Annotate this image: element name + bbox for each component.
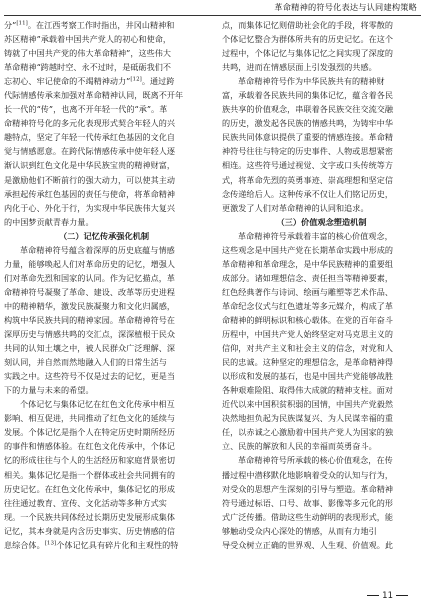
text-line-content: 构筑中华民族共同的精神家园。革命精神符号在 — [4, 314, 176, 325]
text-line — [222, 538, 421, 552]
text-line — [4, 496, 204, 510]
text-line-content: 深厚历史与情感共鸣的交汇点，深深植根于民众 — [4, 329, 176, 340]
text-line-content: 中的精神精华，激发民族凝聚力和文化归属感， — [4, 300, 176, 311]
text-line — [4, 173, 204, 187]
text-line-content: 分” — [4, 20, 17, 30]
text-line-content: 记忆，其本身就是内含历史事实、历史情感的信 — [4, 525, 176, 536]
text-line-content: 符号通过标语、口号、故事、影像等多元化的形 — [222, 497, 394, 508]
text-line — [4, 158, 204, 172]
text-line — [222, 468, 421, 482]
text-line-content: 富，承载着各民族共同的集体记忆，蕴含着各民 — [222, 90, 394, 101]
text-line — [4, 482, 204, 496]
text-line — [222, 130, 421, 144]
text-line-content: 渐认识到红色文化是中华民族宝贵的精神财富， — [4, 160, 176, 171]
text-line-content: 力量，能够唤起人们对革命历史的记忆，增强人 — [4, 258, 176, 269]
text-line-content: 命精神的鲜明标识和核心载体。在党的百年奋斗 — [222, 314, 394, 325]
text-line — [222, 496, 421, 510]
text-line-content: 革命精神符号作为中华民族共有的精神财 — [238, 76, 385, 87]
text-line — [4, 243, 204, 257]
text-line-content: 息综合体。 — [4, 539, 45, 550]
text-line — [222, 243, 421, 257]
text-line-content: 革命精神和革命理念，是中华民族精神的重要组 — [222, 258, 394, 269]
text-line — [4, 453, 204, 467]
text-line — [222, 313, 421, 327]
text-line-content: 过程中，个体记忆与集体记忆之间实现了深度的 — [222, 48, 394, 59]
text-line-content: 更激发了人们对革命精神的认同和追求。 — [222, 202, 369, 213]
text-line — [4, 60, 204, 74]
footer-dash-right — [396, 595, 408, 596]
text-line — [222, 74, 421, 88]
text-line-content: 们对革命先烈和国家的认同。作为记忆描点，革 — [4, 272, 176, 283]
text-line — [4, 468, 204, 482]
text-line — [4, 524, 204, 538]
text-line-content: 觉与情感愿意。在跨代际情感传承中使年轻人逐 — [4, 146, 176, 157]
text-line-content: 的事件和情感体验。在红色文化传承中，个体记 — [4, 441, 176, 452]
text-line-content: 成部分。诸如理想信念、责任担当等精神要素， — [222, 272, 394, 283]
section-heading-text: （二）记忆传承强化机制 — [58, 230, 150, 241]
text-line — [4, 355, 204, 369]
text-line-content: 决然地担负起为民族谋复兴、为人民谋幸福的重 — [222, 413, 394, 424]
text-line-continuation: 个体记忆具有碎片化和主观性的特 — [56, 539, 179, 550]
text-line — [222, 439, 421, 453]
text-line — [222, 285, 421, 299]
text-line — [222, 425, 421, 439]
text-line — [222, 144, 421, 158]
text-line — [4, 201, 204, 215]
text-line — [222, 383, 421, 397]
page-footer — [364, 591, 411, 601]
text-line — [222, 116, 421, 130]
text-line — [222, 327, 421, 341]
section-heading — [4, 229, 204, 243]
text-line-content: 导受众树立正确的世界观、人生观、价值观。此 — [222, 539, 394, 550]
text-line — [4, 369, 204, 383]
text-line — [4, 411, 204, 425]
text-line-content: 长一代的“传”，也离不开年轻一代的“承”。革 — [4, 104, 168, 115]
text-line — [4, 215, 204, 229]
text-line-content: 信仰，对共产主义和社会主义的信念，对党和人 — [222, 343, 394, 354]
text-line-content: 往往通过教育、宣传、文化活动等多种方式实 — [4, 497, 167, 508]
section-heading — [222, 215, 421, 229]
text-line — [4, 383, 204, 397]
page-header — [0, 0, 427, 12]
text-line-content: 的中国梦贡献青春力量。 — [4, 216, 94, 227]
running-title: 革命精神的符号化表达与认同建构策略 — [274, 2, 417, 12]
text-line-content: 播过程中潜移默化地影响着受众的认知与行为， — [222, 469, 394, 480]
page-number: 11 — [382, 591, 393, 601]
text-line-content: 对受众的思想产生深刻的引导与塑造。革命精神 — [222, 483, 394, 494]
text-line-content: 革命纪念仪式与红色遗址等多元媒介，构成了革 — [222, 300, 394, 311]
text-line-content: 革命精神符号承载着丰富的核心价值观念， — [238, 230, 393, 241]
text-line-continuation: 。在江西考察工作时指出，井冈山精神和 — [27, 20, 175, 30]
text-line — [4, 116, 204, 130]
text-line-content: 铸就了中国共产党的伟大革命精神”，这些伟大 — [4, 48, 172, 59]
text-line — [222, 482, 421, 496]
text-line — [222, 229, 421, 243]
text-line-content: 的历史，激发起各民族的情感共鸣，为铸牢中华 — [222, 118, 394, 129]
text-line-content: 近代以来中国积贫积弱的国情，中国共产党毅然 — [222, 399, 394, 410]
text-line — [222, 453, 421, 467]
text-line — [4, 271, 204, 285]
citation-superscript: [11] — [16, 20, 28, 27]
text-line-content: 共同的认知土壤之中，被人民群众广泛理解、深 — [4, 343, 176, 354]
text-line — [222, 510, 421, 524]
text-line — [222, 102, 421, 116]
text-line-content: 忆的形成往往与个人的生活经历和家庭背景密切 — [4, 455, 176, 466]
text-line — [222, 88, 421, 102]
text-line-content: 革命精神符号蕴含着深厚的历史底蕴与情感 — [20, 244, 175, 255]
text-line — [222, 173, 421, 187]
text-line — [4, 538, 204, 552]
right-text-column — [222, 18, 421, 552]
text-line-content: 影响、相互促进，共同推动了红色文化的延续与 — [4, 413, 176, 424]
text-line-content: 内化于心、外化于行，为实现中华民族伟大复兴 — [4, 202, 176, 213]
text-line-content: 苏区精神”承载着中国共产党人的初心和使命， — [4, 34, 172, 45]
text-line-content: 各种艰难险阻、取得伟大成就的精神支柱。面对 — [222, 385, 394, 396]
text-line-content: 神符号往往与特定的历史事件、人物或思想紧密 — [222, 146, 394, 157]
text-line — [4, 285, 204, 299]
text-line-content: 命精神符号化的多元化表现形式契合年轻人的兴 — [4, 118, 176, 129]
header-divider — [4, 15, 421, 16]
text-line-content: 代际情感传承来加强对革命精神认同，既离不开年 — [4, 90, 184, 101]
text-line-content: 这些观念是中国共产党在长期革命实践中形成的 — [222, 244, 394, 255]
text-line-content: 革命精神符号所承载的核心价值观念，在传 — [238, 455, 393, 466]
citation-superscript: [12] — [130, 76, 142, 83]
text-line-content: 历程中，中国共产党人始终坚定对马克思主义的 — [222, 329, 394, 340]
text-line-content: 共鸣，进而在情感层面上引发强烈的共感。 — [222, 62, 377, 73]
text-line-content: 相连。这些符号通过视觉、文字或口头传统等方 — [222, 160, 394, 171]
text-line — [4, 341, 204, 355]
text-line — [222, 524, 421, 538]
text-line-content: 现。一个民族共同体经过长期历史发展形成集体 — [4, 511, 176, 522]
text-line-content: 命精神符号凝聚了革命、建设、改革等历史进程 — [4, 286, 176, 297]
text-line-content: 够触动受众内心深处的情感，从而有力地引 — [222, 525, 377, 536]
text-line-content: 历史记忆。在红色文化传承中，集体记忆的形成 — [4, 483, 176, 494]
text-line — [4, 18, 204, 32]
text-line-content: 革命精神“跨越时空、永不过时，是砥砺我们不 — [4, 62, 172, 73]
text-line-content: 民的忠诚。这种坚定的理想信念，是革命精神得 — [222, 357, 394, 368]
text-line-content: 发展。个体记忆是指个人在特定历史时期所经历 — [4, 427, 176, 438]
text-line-content: 个体记忆整合为群体所共有的历史记忆。在这个 — [222, 34, 394, 45]
text-line-content: 族共享的价值观念，串联着各民族交往交流交融 — [222, 104, 394, 115]
text-line — [222, 18, 421, 32]
text-line — [4, 397, 204, 411]
text-line — [4, 32, 204, 46]
text-line — [4, 144, 204, 158]
left-text-column — [4, 18, 204, 552]
text-line — [4, 299, 204, 313]
text-line — [4, 257, 204, 271]
text-line-content: 实践之中。这些符号不仅是过去的记忆，更是当 — [4, 371, 176, 382]
text-line — [4, 439, 204, 453]
text-line — [222, 397, 421, 411]
text-line-content: 承担起传承红色基因的责任与使命，将革命精神 — [4, 188, 176, 199]
text-line-content: 忘初心、牢记使命的不竭精神动力” — [4, 76, 131, 87]
text-line-content: 相关。集体记忆是指一个群体或社会共同拥有的 — [4, 469, 176, 480]
text-line-content: 下的力量与未来的希望。 — [4, 385, 94, 396]
text-line-content: 点，而集体记忆则借助社会化的手段，将零散的 — [222, 20, 394, 30]
text-line — [4, 88, 204, 102]
citation-superscript: [13] — [44, 540, 57, 547]
text-line — [222, 158, 421, 172]
text-line — [222, 355, 421, 369]
text-line — [222, 60, 421, 74]
text-line-content: 立、民族的解放和人民的幸福而英勇奋斗。 — [222, 441, 377, 452]
text-line-content: 红色经典著作与诗词、绘画与雕塑等艺术作品、 — [222, 286, 394, 297]
text-line — [222, 201, 421, 215]
text-line — [4, 130, 204, 144]
text-line — [4, 510, 204, 524]
text-line — [222, 299, 421, 313]
text-line — [222, 187, 421, 201]
text-line — [222, 411, 421, 425]
text-line — [222, 32, 421, 46]
text-line-continuation: 。通过跨 — [141, 76, 175, 87]
text-line — [222, 257, 421, 271]
text-line-content: 个体记忆与集体记忆在红色文化传承中相互 — [20, 399, 175, 410]
section-heading-text: （三）价值观念塑造机制 — [276, 216, 367, 227]
text-line — [4, 74, 204, 88]
text-line-content: 民族共同体意识提供了重要的情感连接。革命精 — [222, 132, 394, 143]
text-line — [222, 369, 421, 383]
text-line-content: 式，将革命先烈的英勇事迹、崇高理想和坚定信 — [222, 174, 394, 185]
text-line — [222, 46, 421, 60]
text-line — [4, 102, 204, 116]
text-line-content: 式广泛传播。借助这些生动鲜明的表现形式，能 — [222, 511, 394, 522]
text-line — [222, 341, 421, 355]
text-line — [4, 313, 204, 327]
text-line — [4, 327, 204, 341]
text-line-content: 以形成和发展的基石，也是中国共产党能够战胜 — [222, 371, 394, 382]
text-line-content: 任，以赤诚之心激励着中国共产党人为国家的独 — [222, 427, 394, 438]
footer-dash-left — [367, 595, 379, 596]
text-line-content: 念传递给后人。这种传承不仅让人们铭记历史， — [222, 188, 394, 199]
text-line-content: 趣特点，坚定了年轻一代传承红色基因的文化自 — [4, 132, 176, 143]
text-line — [4, 46, 204, 60]
text-line — [222, 271, 421, 285]
text-line — [4, 425, 204, 439]
text-line — [4, 187, 204, 201]
text-line-content: 刻认同，并自然而然地融入人们的日常生活与 — [4, 357, 167, 368]
text-line-content: 是激励他们不断前行的强大动力，可以使其主动 — [4, 174, 176, 185]
